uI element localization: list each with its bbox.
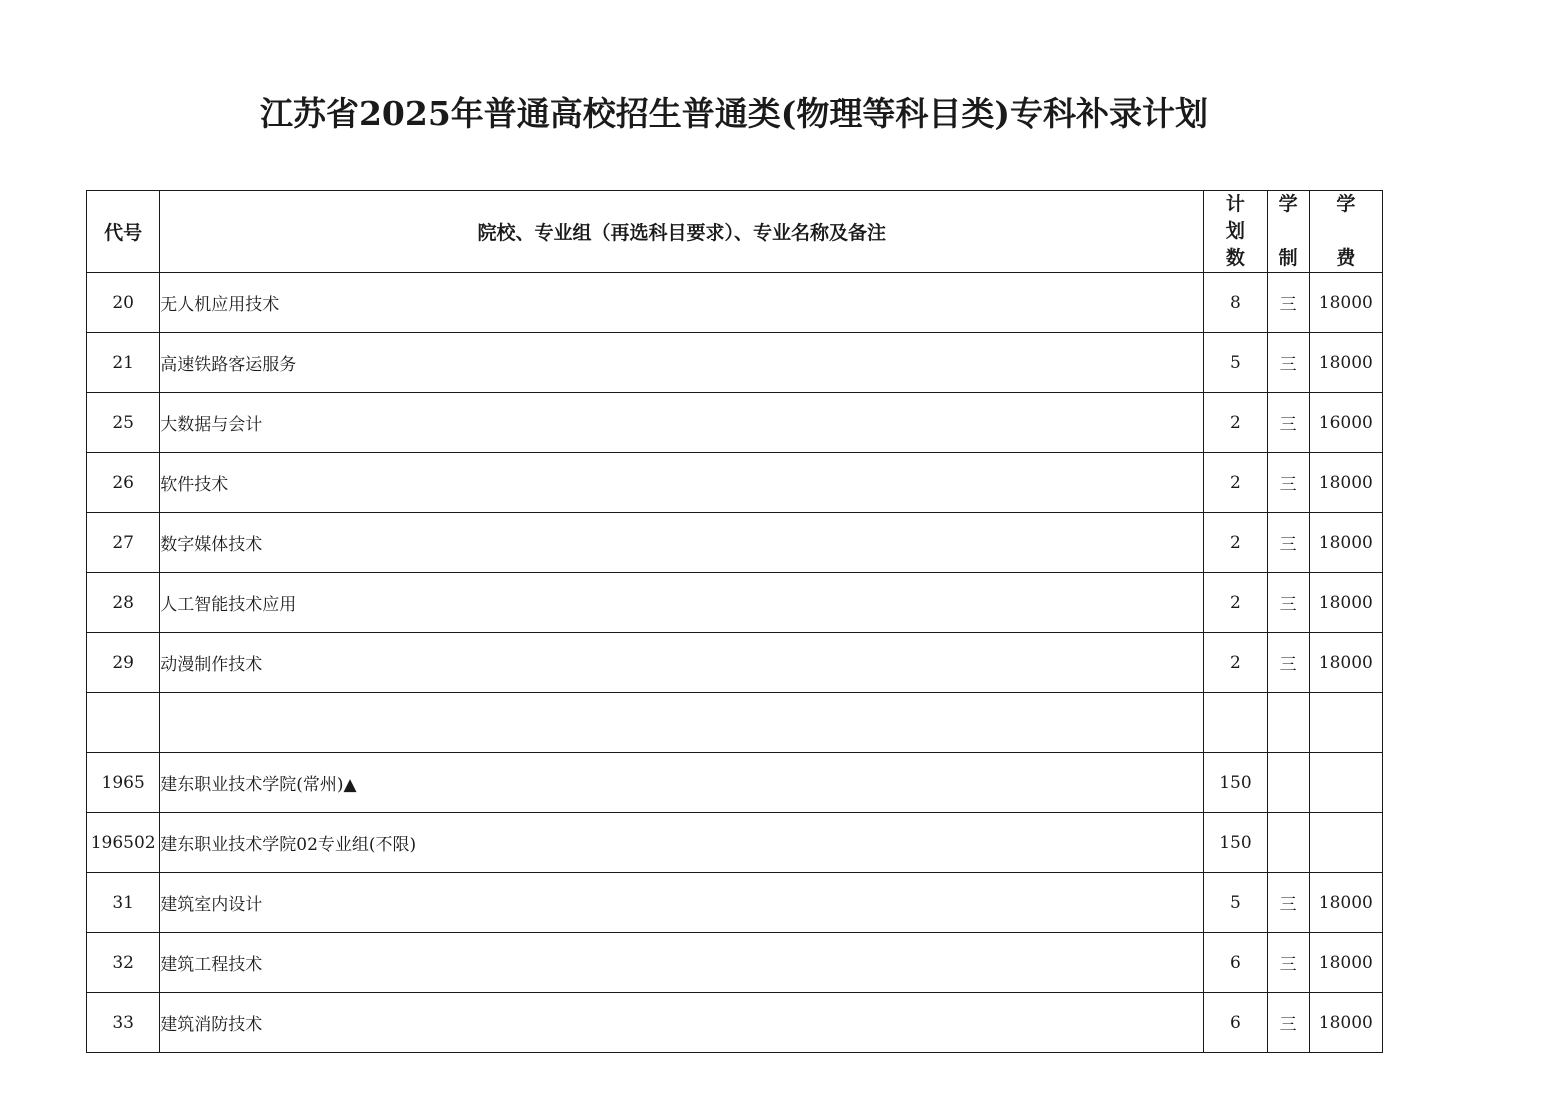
cell-code: 28 [87,573,160,633]
cell-plan-count [1204,693,1267,753]
cell-name [160,693,1204,753]
cell-study-length: 三 [1267,993,1309,1053]
cell-code: 26 [87,453,160,513]
header-plan-count [1204,191,1267,273]
cell-code: 196502 [87,813,160,873]
cell-code: 1965 [87,753,160,813]
cell-name: 建东职业技术学院02专业组(不限) [160,813,1204,873]
cell-tuition-fee [1309,693,1382,753]
table-row [87,393,1383,453]
cell-study-length [1267,693,1309,753]
cell-code: 32 [87,933,160,993]
cell-plan-count: 5 [1204,873,1267,933]
cell-plan-count: 2 [1204,633,1267,693]
table-row [87,273,1383,333]
cell-tuition-fee: 18000 [1309,933,1382,993]
cell-code: 20 [87,273,160,333]
cell-plan-count: 2 [1204,573,1267,633]
cell-plan-count: 2 [1204,513,1267,573]
cell-tuition-fee [1309,753,1382,813]
table-row [87,513,1383,573]
header-plan-char-1: 计 [1225,193,1245,215]
cell-tuition-fee: 18000 [1309,873,1382,933]
cell-tuition-fee: 18000 [1309,633,1382,693]
header-plan-char-2: 划 [1225,220,1245,242]
cell-tuition-fee: 18000 [1309,573,1382,633]
header-tuition-fee [1309,191,1382,273]
header-length-char-1: 学 [1278,193,1298,215]
cell-name: 高速铁路客运服务 [160,333,1204,393]
cell-code: 29 [87,633,160,693]
cell-code: 21 [87,333,160,393]
table-row [87,933,1383,993]
cell-name: 人工智能技术应用 [160,573,1204,633]
admission-plan-table [86,190,1383,1053]
cell-study-length: 三 [1267,573,1309,633]
cell-plan-count: 5 [1204,333,1267,393]
header-code: 代号 [87,191,160,273]
table-row [87,813,1383,873]
cell-study-length [1267,753,1309,813]
cell-name: 软件技术 [160,453,1204,513]
cell-plan-count: 8 [1204,273,1267,333]
table-row [87,753,1383,813]
cell-code [87,693,160,753]
cell-study-length: 三 [1267,333,1309,393]
cell-name: 大数据与会计 [160,393,1204,453]
cell-plan-count: 2 [1204,453,1267,513]
cell-study-length: 三 [1267,633,1309,693]
header-name: 院校、专业组（再选科目要求）、专业名称及备注 [160,191,1204,273]
cell-study-length: 三 [1267,453,1309,513]
cell-name: 建东职业技术学院(常州)▲ [160,753,1204,813]
table-header-row [87,191,1383,273]
cell-tuition-fee: 18000 [1309,993,1382,1053]
cell-plan-count: 2 [1204,393,1267,453]
header-fee-char-1: 学 [1336,193,1356,215]
cell-tuition-fee [1309,813,1382,873]
cell-study-length: 三 [1267,273,1309,333]
cell-code: 25 [87,393,160,453]
cell-study-length: 三 [1267,393,1309,453]
cell-code: 33 [87,993,160,1053]
cell-plan-count: 150 [1204,753,1267,813]
cell-name: 建筑消防技术 [160,993,1204,1053]
cell-tuition-fee: 18000 [1309,333,1382,393]
cell-name: 建筑工程技术 [160,933,1204,993]
header-fee-char-2: 费 [1336,247,1356,269]
cell-tuition-fee: 18000 [1309,453,1382,513]
header-plan-char-3: 数 [1225,247,1245,269]
table-body [87,273,1383,1053]
cell-tuition-fee: 18000 [1309,513,1382,573]
cell-study-length: 三 [1267,933,1309,993]
cell-name: 数字媒体技术 [160,513,1204,573]
table-row [87,573,1383,633]
cell-plan-count: 150 [1204,813,1267,873]
table-row [87,633,1383,693]
header-study-length [1267,191,1309,273]
cell-name: 建筑室内设计 [160,873,1204,933]
cell-plan-count: 6 [1204,993,1267,1053]
cell-tuition-fee: 16000 [1309,393,1382,453]
cell-tuition-fee: 18000 [1309,273,1382,333]
cell-name: 无人机应用技术 [160,273,1204,333]
table-row [87,873,1383,933]
cell-study-length: 三 [1267,513,1309,573]
table-row [87,453,1383,513]
cell-study-length [1267,813,1309,873]
cell-name: 动漫制作技术 [160,633,1204,693]
page-title: 江苏省2025年普通高校招生普通类(物理等科目类)专科补录计划 [259,94,1209,133]
table-row [87,993,1383,1053]
table-row [87,333,1383,393]
cell-study-length: 三 [1267,873,1309,933]
table-row [87,693,1383,753]
cell-plan-count: 6 [1204,933,1267,993]
cell-code: 31 [87,873,160,933]
cell-code: 27 [87,513,160,573]
header-length-char-2: 制 [1278,247,1298,269]
